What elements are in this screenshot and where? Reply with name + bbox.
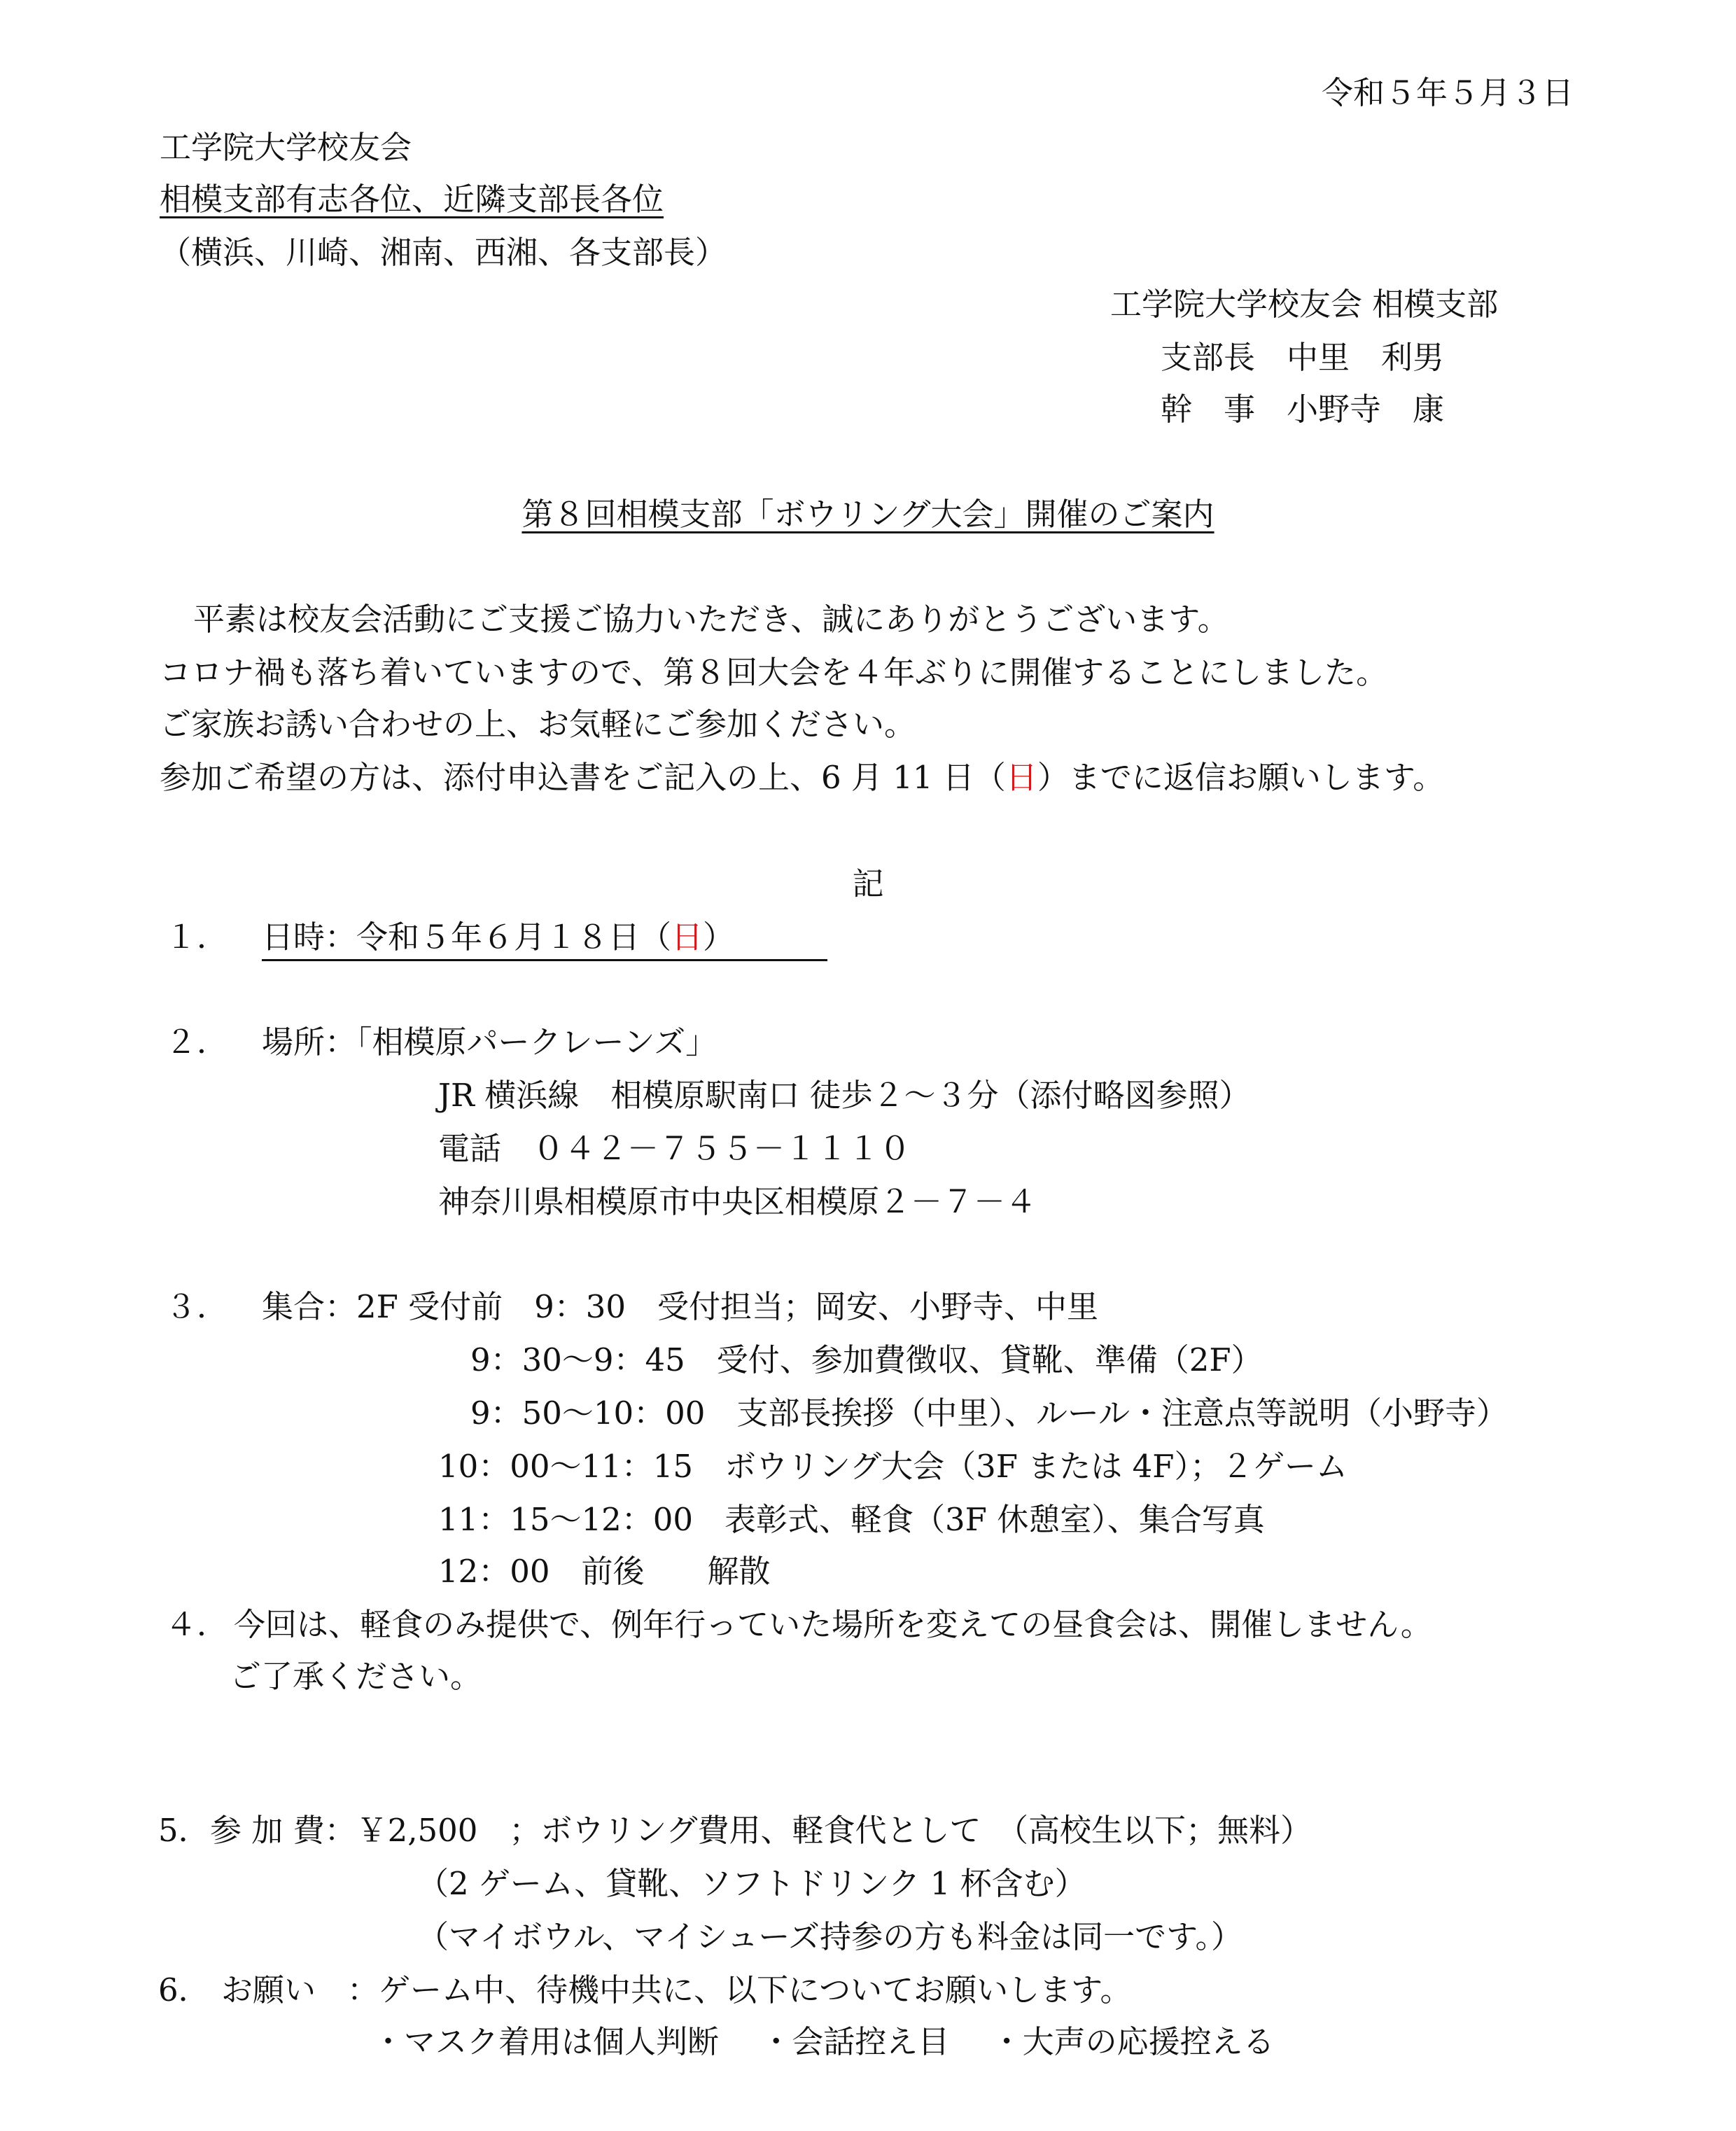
sender-secretary: 幹 事 小野寺 康: [1161, 391, 1445, 428]
intro-deadline-text: 参加ご希望の方は、添付申込書をご記入の上、6 月 11 日（: [160, 759, 1006, 796]
intro-line-4: [160, 759, 1445, 796]
item-3-number: ３．: [165, 1288, 229, 1325]
item-2-venue: 場所：「相模原パークレーンズ」: [262, 1023, 718, 1061]
intro-deadline-tail: ）までに返信お願いします。: [1037, 759, 1445, 796]
item-1-text: 日時：令和５年６月１８日（: [262, 918, 672, 956]
item-5-note: （マイボウル、マイシューズ持参の方も料金は同一です。）: [417, 1918, 1243, 1955]
recipient-line-3: （横浜、川崎、湘南、西湘、各支部長）: [160, 234, 727, 271]
item-3-gathering: 集合：2F 受付前 9：30 受付担当；岡安、小野寺、中里: [262, 1288, 1099, 1325]
ki-heading: 記: [852, 865, 884, 902]
item-1-underline: [262, 959, 827, 961]
sender-chief: 支部長 中里 利男: [1161, 339, 1445, 376]
document-date: 令和５年５月３日: [1321, 74, 1574, 111]
item-4-number: ４．: [165, 1606, 229, 1643]
item-2-address: 神奈川県相模原市中央区相模原２－７－４: [438, 1183, 1037, 1220]
item-1-number: １．: [165, 918, 229, 956]
item-3-schedule-4: 11：15～12：00 表彰式、軽食（3F 休憩室）、集合写真: [438, 1501, 1265, 1538]
item-5-number: 5．: [158, 1812, 210, 1849]
recipient-line-2: 相模支部有志各位、近隣支部長各位: [160, 181, 664, 218]
item-3-schedule-1: 9：30～9：45 受付、参加費徴収、貸靴、準備（2F）: [470, 1341, 1263, 1378]
item-4-line-1: 今回は、軽食のみ提供で、例年行っていた場所を変えての昼食会は、開催しません。: [234, 1606, 1432, 1643]
item-4-line-2: ご了承ください。: [230, 1658, 482, 1695]
intro-line-2: コロナ禍も落ち着いていますので、第８回大会を４年ぶりに開催することにしました。: [160, 654, 1388, 691]
document-title: 第８回相模支部「ボウリング大会」開催のご案内: [522, 496, 1214, 533]
item-3-schedule-2: 9：50～10：00 支部長挨拶（中里）、ルール・注意点等説明（小野寺）: [470, 1395, 1508, 1432]
recipient-line-1: 工学院大学校友会: [160, 129, 412, 166]
intro-line-3: ご家族お誘い合わせの上、お気軽にご参加ください。: [160, 706, 916, 743]
document-title-wrapper: [0, 496, 1736, 533]
sender-org: 工学院大学校友会 相模支部: [1110, 286, 1499, 323]
item-2-phone: 電話 ０４２－７５５－１１１０: [438, 1130, 911, 1167]
item-3-schedule-5: 12：00 前後 解散: [438, 1553, 771, 1590]
item-2-number: ２．: [165, 1023, 229, 1061]
item-1-datetime: [262, 918, 735, 956]
item-6-rules: ・マスク着用は個人判断 ・会話控え目 ・大声の応援控える: [372, 2023, 1275, 2060]
item-3-schedule-3: 10：00～11：15 ボウリング大会（3F または 4F）；２ゲーム: [438, 1448, 1348, 1485]
intro-line-1: 平素は校友会活動にご支援ご協力いただき、誠にありがとうございます。: [193, 601, 1229, 638]
item-1-tail: ）: [703, 918, 735, 956]
item-5-includes: （2 ゲーム、貸靴、ソフトドリンク 1 杯含む）: [417, 1865, 1086, 1902]
item-1-weekday: 日: [671, 918, 704, 956]
deadline-weekday: 日: [1005, 759, 1037, 796]
item-6-number: 6．: [158, 1971, 210, 2008]
item-5-fee: 参 加 費：￥2,500 ；ボウリング費用、軽食代として （高校生以下；無料）: [210, 1812, 1312, 1849]
item-2-access: JR 横浜線 相模原駅南口 徒歩２～３分（添付略図参照）: [438, 1077, 1251, 1114]
item-6-request: お願い ：ゲーム中、待機中共に、以下についてお願いします。: [221, 1971, 1132, 2008]
